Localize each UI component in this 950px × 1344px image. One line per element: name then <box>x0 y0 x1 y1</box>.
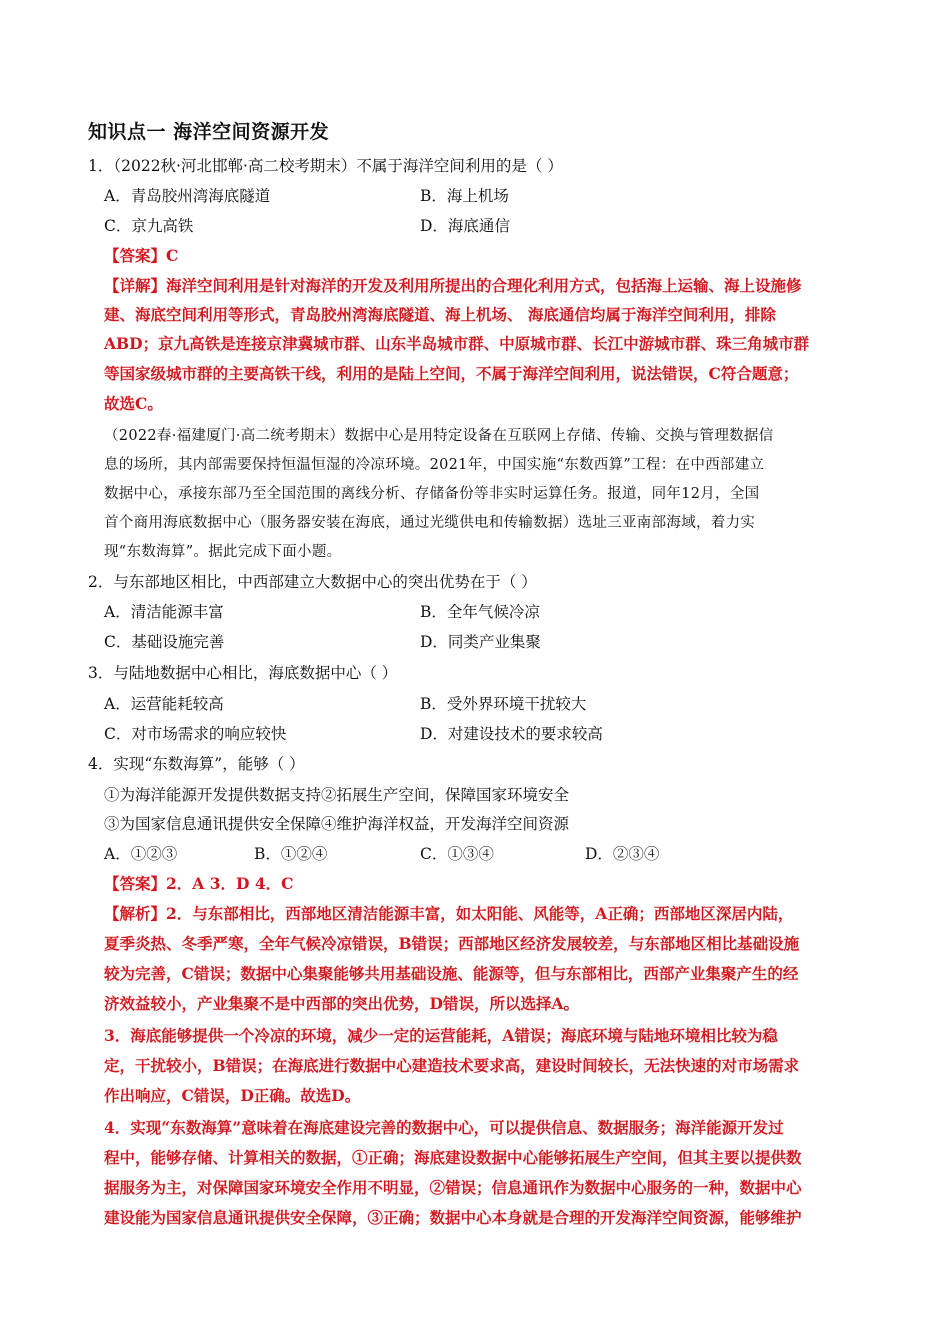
question-4-statement: ①为海洋能源开发提供数据支持②拓展生产空间，保障国家环境安全 <box>104 786 570 804</box>
group-answer: 【答案】2．A 3．D 4．C <box>104 874 294 893</box>
question-2-stem: 2．与东部地区相比，中西部建立大数据中心的突出优势在于（ ） <box>88 573 537 591</box>
question-4-option-b: B．①②④ <box>254 845 328 863</box>
analysis-line: 建设能为国家信息通讯提供安全保障，③正确；数据中心本身就是合理的开发海洋空间资源，能够维护 <box>104 1208 802 1227</box>
analysis-line: 4．实现“东数海算”意味着在海底建设完善的数据中心，可以提供信息、数据服务；海洋能源开发过 <box>104 1118 784 1137</box>
analysis-line: 定，干扰较小，B错误；在海底进行数据中心建造技术要求高，建设时间较长，无法快速的对市场需求 <box>104 1056 800 1075</box>
question-1-option-d: D．海底通信 <box>420 217 510 235</box>
section-title: 知识点一 海洋空间资源开发 <box>88 121 330 143</box>
question-2-option-b: B．全年气候冷凉 <box>420 603 540 621</box>
passage-line: 息的场所，其内部需要保持恒温恒湿的冷凉环境。2021年，中国实施“东数西算”工程：在中西部建立 <box>104 457 765 473</box>
question-1-explanation-line: 【详解】海洋空间利用是针对海洋的开发及利用所提出的合理化利用方式，包括海上运输、海上设施修 <box>104 276 802 295</box>
question-3-option-a: A．运营能耗较高 <box>104 695 224 713</box>
analysis-line: 据服务为主，对保障国家环境安全作用不明显，②错误；信息通讯作为数据中心服务的一种，数据中心 <box>104 1178 802 1197</box>
analysis-line: 较为完善，C错误；数据中心集聚能够共用基础设施、能源等，但与东部相比，西部产业集聚产生的经 <box>104 964 799 983</box>
analysis-line: 3．海底能够提供一个冷凉的环境，减少一定的运营能耗，A错误；海底环境与陆地环境相比较为稳 <box>104 1026 778 1045</box>
analysis-line: 济效益较小，产业集聚不是中西部的突出优势，D错误，所以选择A。 <box>104 994 579 1013</box>
question-3-option-c: C．对市场需求的响应较快 <box>104 725 287 743</box>
question-2-option-d: D．同类产业集聚 <box>420 633 541 651</box>
question-1-option-c: C．京九高铁 <box>104 217 194 235</box>
passage-line: 数据中心，承接东部乃至全国范围的离线分析、存储备份等非实时运算任务。报道，同年12月，全国 <box>104 486 760 502</box>
passage-line: 现“东数海算”。据此完成下面小题。 <box>104 544 342 560</box>
question-4-statement: ③为国家信息通讯提供安全保障④维护海洋权益，开发海洋空间资源 <box>104 815 570 833</box>
question-1-stem: 1．（2022秋·河北邯郸·高二校考期末）不属于海洋空间利用的是（ ） <box>88 157 563 175</box>
question-4-option-a: A．①②③ <box>104 845 178 863</box>
question-4-option-d: D．②③④ <box>585 845 660 863</box>
analysis-line: 【解析】2．与东部相比，西部地区清洁能源丰富，如太阳能、风能等，A正确；西部地区深居内陆， <box>104 904 794 923</box>
question-1-answer: 【答案】C <box>104 246 179 265</box>
question-3-stem: 3．与陆地数据中心相比，海底数据中心（ ） <box>88 664 398 682</box>
question-1-explanation-line: 建、海底空间利用等形式，青岛胶州湾海底隧道、海上机场、 海底通信均属于海洋空间利用，排除 <box>104 305 776 324</box>
question-4-stem: 4．实现“东数海算”，能够（ ） <box>88 755 305 773</box>
question-1-option-a: A．青岛胶州湾海底隧道 <box>104 187 271 205</box>
question-3-option-b: B．受外界环境干扰较大 <box>420 695 587 713</box>
question-1-option-b: B．海上机场 <box>420 187 509 205</box>
question-2-option-a: A．清洁能源丰富 <box>104 603 224 621</box>
question-2-option-c: C．基础设施完善 <box>104 633 225 651</box>
question-3-option-d: D．对建设技术的要求较高 <box>420 725 603 743</box>
analysis-line: 夏季炎热、冬季严寒，全年气候冷凉错误，B错误；西部地区经济发展较差，与东部地区相比基础设施 <box>104 934 800 953</box>
question-4-option-c: C．①③④ <box>420 845 494 863</box>
analysis-line: 作出响应，C错误，D正确。故选D。 <box>104 1086 361 1105</box>
passage-line: 首个商用海底数据中心（服务器安装在海底，通过光缆供电和传输数据）选址三亚南部海域，着力实 <box>104 515 756 531</box>
analysis-line: 程中，能够存储、计算相关的数据，①正确；海底建设数据中心能够拓展生产空间，但其主要以提供数 <box>104 1148 802 1167</box>
question-1-explanation-line: 等国家级城市群的主要高铁干线，利用的是陆上空间，不属于海洋空间利用，说法错误，C符合题意； <box>104 364 799 383</box>
question-1-explanation-line: 故选C。 <box>104 394 163 413</box>
question-1-explanation-line: ABD；京九高铁是连接京津冀城市群、山东半岛城市群、中原城市群、长江中游城市群、珠三角城市群 <box>104 334 810 353</box>
passage-line: （2022春·福建厦门·高二统考期末）数据中心是用特定设备在互联网上存储、传输、交换与管理数据信 <box>104 428 774 444</box>
